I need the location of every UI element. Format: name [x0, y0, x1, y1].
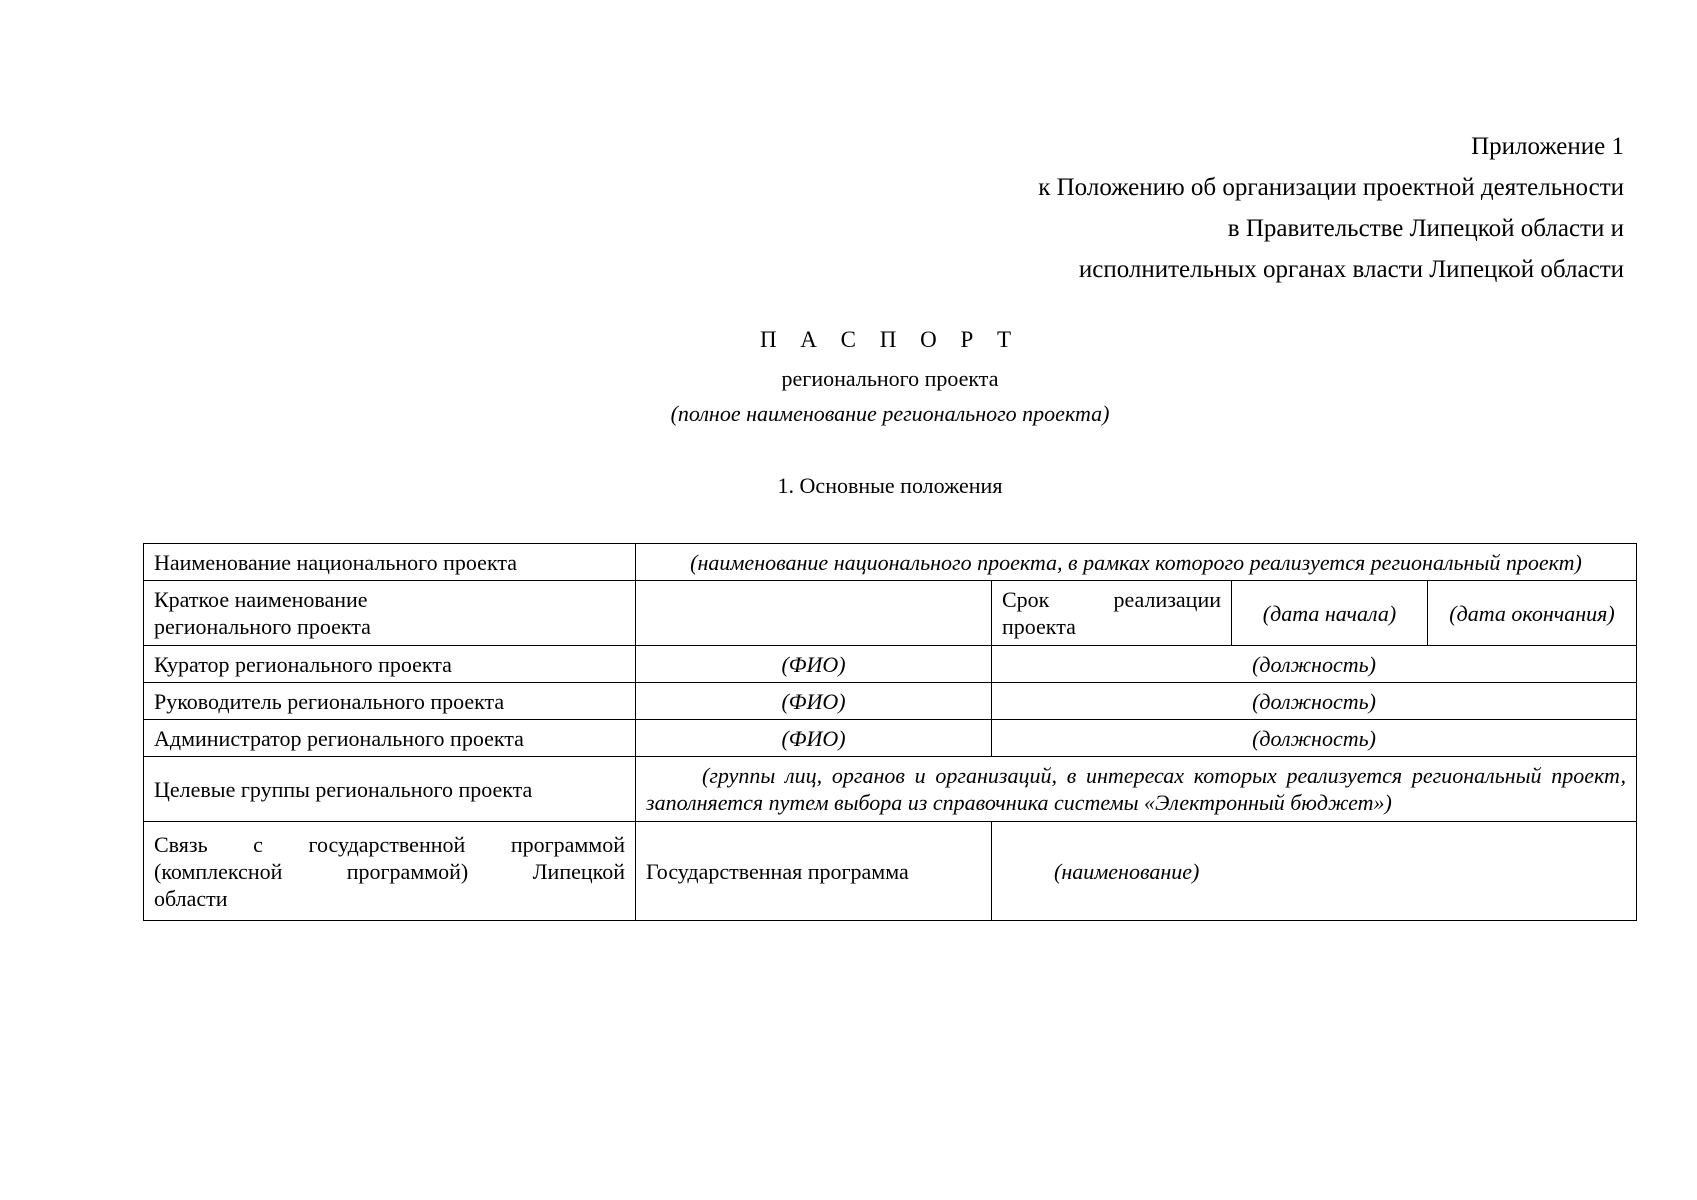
term-end: (дата окончания)	[1428, 581, 1637, 646]
table-row-short-name	[144, 581, 1637, 646]
term-label-line-2: проекта	[1002, 614, 1076, 639]
table-row-administrator	[144, 720, 1637, 757]
manager-fio: (ФИО)	[636, 683, 992, 720]
table-row-manager	[144, 683, 1637, 720]
national-project-label: Наименование национального проекта	[144, 544, 636, 581]
term-label-line-1: Срок реализации	[1002, 587, 1221, 612]
curator-position: (должность)	[992, 646, 1637, 683]
state-program-value: (наименование)	[992, 822, 1637, 921]
curator-fio: (ФИО)	[636, 646, 992, 683]
main-provisions-table	[143, 543, 1637, 921]
section-title: 1. Основные положения	[777, 473, 1003, 498]
program-link-label-line-1: Связь с государственной программой	[154, 831, 625, 857]
annex-line-4: исполнительных органах власти Липецкой области	[1078, 256, 1624, 283]
administrator-position: (должность)	[992, 720, 1637, 757]
short-name-label-line-1: Краткое наименование	[154, 587, 368, 612]
annex-line-1: Приложение 1	[1471, 133, 1624, 160]
passport-subtitle: регионального проекта	[781, 366, 999, 391]
annex-line-3: в Правительстве Липецкой области и	[1227, 215, 1624, 242]
table-row-target-groups	[144, 757, 1637, 822]
short-name-label	[144, 581, 636, 646]
program-link-label	[144, 822, 636, 921]
table-row-curator	[144, 646, 1637, 683]
short-name-label-line-2: регионального проекта	[154, 614, 371, 639]
project-full-name-placeholder: (полное наименование регионального проекта)	[670, 401, 1110, 426]
target-groups-value: (группы лиц, органов и организаций, в интересах которых реализуется региональный проект, заполняется путем выбора из справочника системы «Электронный бюджет»)	[636, 757, 1637, 822]
table-row-program-link	[144, 822, 1637, 921]
national-project-value: (наименование национального проекта, в рамках которого реализуется региональный проект)	[636, 544, 1637, 581]
curator-label: Куратор регионального проекта	[144, 646, 636, 683]
program-link-label-line-3: области	[154, 885, 228, 911]
manager-position: (должность)	[992, 683, 1637, 720]
program-link-label-line-2: (комплексной программой) Липецкой	[154, 858, 625, 884]
table-row-national-project	[144, 544, 1637, 581]
short-name-value	[636, 581, 992, 646]
administrator-fio: (ФИО)	[636, 720, 992, 757]
passport-title: П А С П О Р Т	[759, 327, 1021, 352]
term-start: (дата начала)	[1232, 581, 1428, 646]
state-program-label: Государственная программа	[636, 822, 992, 921]
annex-header	[1038, 126, 1624, 290]
manager-label: Руководитель регионального проекта	[144, 683, 636, 720]
annex-line-2: к Положению об организации проектной деятельности	[1038, 174, 1624, 201]
target-groups-label: Целевые группы регионального проекта	[144, 757, 636, 822]
administrator-label: Администратор регионального проекта	[144, 720, 636, 757]
term-label	[992, 581, 1232, 646]
